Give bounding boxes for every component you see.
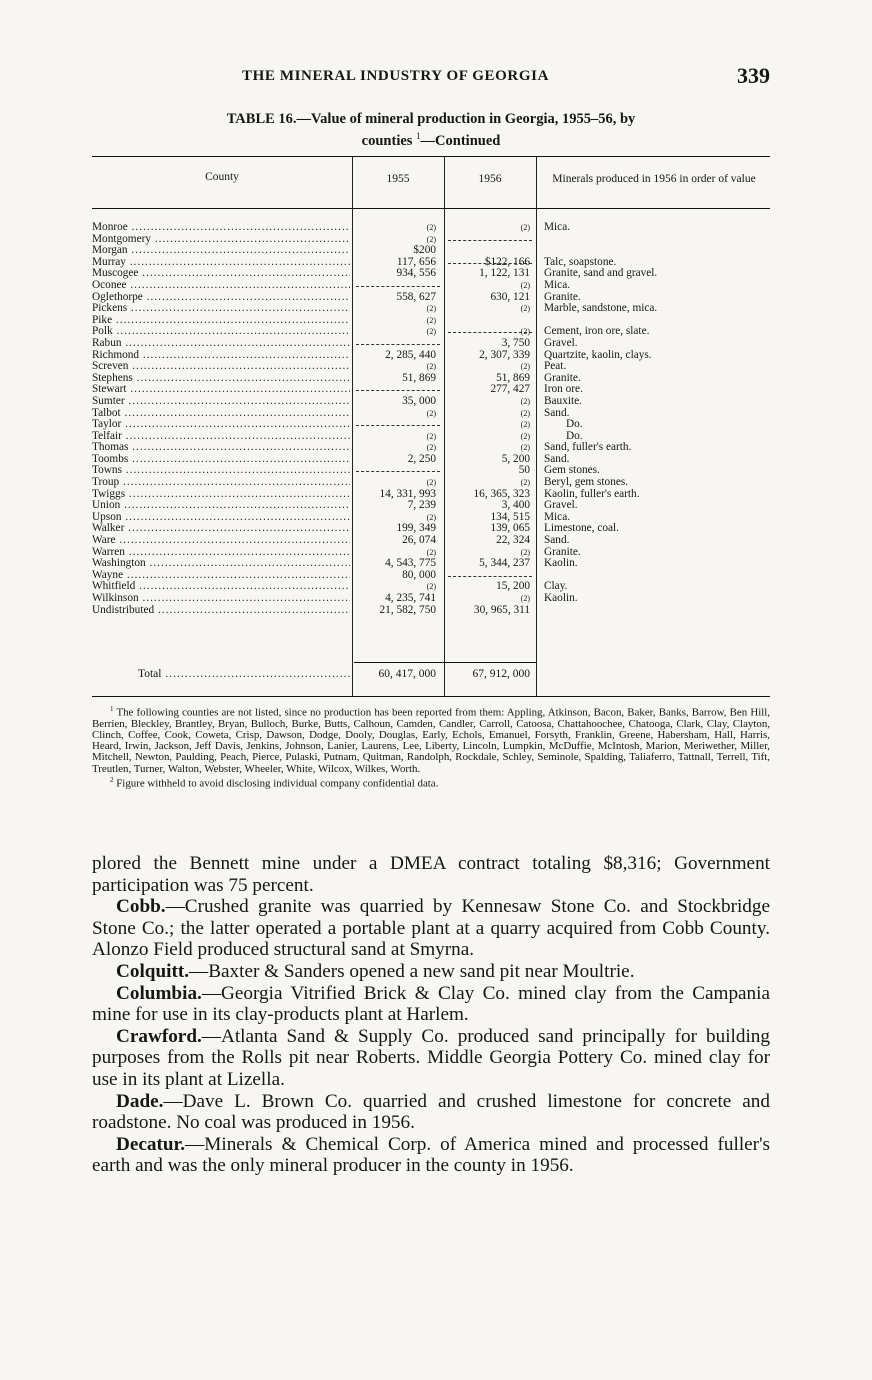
county-cell: Screven ..... <box>92 361 350 373</box>
footnote-ref: (2) <box>520 327 530 337</box>
no-production-dash <box>356 286 440 287</box>
footnote-2: $^2$ Figure withheld to avoid disclosing individual company confidential data. <box>110 775 439 790</box>
production-table <box>92 156 770 698</box>
value-1956-cell: 15, 200 <box>496 580 530 593</box>
footnote-ref: (2) <box>520 431 530 441</box>
county-heading: Crawford. <box>116 1025 202 1047</box>
no-production-dash <box>356 471 440 472</box>
minerals-cell: Granite, sand and gravel. <box>544 267 658 280</box>
county-cell: Taylor ..... <box>92 419 350 431</box>
table-row <box>92 605 770 617</box>
footnote-ref: (2) <box>520 362 530 372</box>
footnote-ref: (2) <box>426 408 436 418</box>
county-cell: Telfair ..... <box>92 431 350 443</box>
footnote-ref: (2) <box>520 280 530 290</box>
table-row <box>92 361 770 373</box>
value-1956-cell: 2, 307, 339 <box>479 348 530 361</box>
value-1955-cell: $200 <box>413 244 436 257</box>
minerals-cell: Granite. <box>544 371 581 384</box>
minerals-cell: Kaolin, fuller's earth. <box>544 487 640 500</box>
table-row <box>92 350 770 362</box>
total-label: Total ..... <box>138 668 350 680</box>
minerals-cell: Granite. <box>544 290 581 303</box>
county-cell: Upson ..... <box>92 512 350 524</box>
table-row <box>92 280 770 292</box>
table-row <box>92 535 770 547</box>
county-cell: Morgan ..... <box>92 245 350 257</box>
minerals-cell: Mica. <box>544 510 571 523</box>
footnote-ref: (2) <box>426 327 436 337</box>
table-row <box>92 222 770 234</box>
value-1956-cell: 1, 122, 131 <box>479 267 530 280</box>
footnotes <box>92 704 770 790</box>
table-row <box>92 431 770 443</box>
col-header-county: County <box>205 171 239 183</box>
table-row <box>92 303 770 315</box>
minerals-cell: Cement, iron ore, slate. <box>544 325 650 338</box>
no-production-dash <box>448 263 532 264</box>
col-header-1955: 1955 <box>386 173 410 185</box>
paragraph-colquitt: Colquitt.—Baxter & Sanders opened a new sand pit near Moultrie. <box>116 960 635 982</box>
total-row <box>92 668 770 682</box>
minerals-cell: Beryl, gem stones. <box>544 476 629 489</box>
value-1956-cell <box>446 303 530 315</box>
minerals-cell: Do. <box>566 418 583 431</box>
county-cell: Warren ..... <box>92 547 350 559</box>
county-cell: Oglethorpe ..... <box>92 292 350 304</box>
county-heading: Colquitt. <box>116 960 190 982</box>
table-body <box>92 222 770 616</box>
footnote-mark: 2 <box>110 775 114 784</box>
table-row <box>92 326 770 338</box>
footnote-ref: (2) <box>520 594 530 603</box>
value-1956-cell: 50 <box>518 464 530 477</box>
value-1955-cell <box>354 361 436 373</box>
county-cell: Montgomery ..... <box>92 234 350 246</box>
county-cell: Stephens ..... <box>92 373 350 385</box>
value-1956-cell: $122, 166 <box>484 255 530 268</box>
county-heading: Dade. <box>116 1090 164 1112</box>
minerals-cell: Gem stones. <box>544 464 600 477</box>
value-1955-cell: 14, 331, 993 <box>379 487 436 500</box>
county-cell: Monroe ..... <box>92 222 350 234</box>
minerals-cell: Mica. <box>544 278 571 291</box>
county-cell: Walker ..... <box>92 523 350 535</box>
county-heading: Decatur. <box>116 1133 186 1155</box>
value-1955-cell <box>354 303 436 315</box>
minerals-cell: Kaolin. <box>544 557 578 570</box>
page-number: 339 <box>737 63 770 88</box>
minerals-cell: Quartzite, kaolin, clays. <box>544 348 652 361</box>
caption-line-1: TABLE 16.—Value of mineral production in Georgia, 1955–56, by <box>226 111 636 127</box>
body-text <box>92 853 770 1177</box>
value-1955-cell <box>354 431 436 443</box>
county-heading: Columbia. <box>116 982 202 1004</box>
minerals-cell: Mica. <box>544 221 571 233</box>
value-1956-cell <box>446 431 530 443</box>
county-cell: Oconee ..... <box>92 280 350 292</box>
table-row <box>92 477 770 489</box>
page-header <box>92 63 770 90</box>
minerals-cell: Gravel. <box>544 499 578 512</box>
value-1956-cell: 51, 869 <box>496 371 530 384</box>
value-1955-cell: 558, 627 <box>396 290 436 303</box>
county-cell: Talbot ..... <box>92 408 350 420</box>
county-cell: Troup ..... <box>92 477 350 489</box>
no-production-dash <box>448 576 532 577</box>
minerals-cell: Talc, soapstone. <box>544 255 617 268</box>
footnote-ref: (2) <box>426 547 436 557</box>
county-cell: Pickens ..... <box>92 303 350 315</box>
minerals-cell: Sand. <box>544 406 570 419</box>
value-1955-cell: 2, 250 <box>407 452 436 465</box>
value-1956-cell <box>446 280 530 292</box>
table-bottom-rule <box>92 696 770 697</box>
table-row <box>92 396 770 408</box>
county-cell: Undistributed ..... <box>92 605 350 617</box>
total-1956: 67, 912, 000 <box>472 668 530 680</box>
county-cell: Muscogee ..... <box>92 268 350 280</box>
table-row <box>92 593 770 605</box>
value-1955-cell: 117, 656 <box>396 255 436 268</box>
footnote-ref: (2) <box>520 223 530 232</box>
minerals-cell: Peat. <box>544 360 567 373</box>
footnote-ref: (2) <box>426 234 436 244</box>
paragraph-columbia: Columbia.—Georgia Vitrified Brick & Clay Co. mined clay from the Campania mine for use in its clay-products plant at Harlem. <box>92 982 770 1026</box>
county-heading: Cobb. <box>116 896 166 918</box>
minerals-cell: Iron ore. <box>544 383 583 396</box>
minerals-cell: Sand, fuller's earth. <box>544 441 632 454</box>
value-1956-cell <box>446 408 530 420</box>
table-header-rule <box>92 208 770 209</box>
table-row <box>92 292 770 304</box>
value-1955-cell <box>354 477 436 489</box>
county-cell: Murray ..... <box>92 257 350 269</box>
value-1956-cell: 5, 344, 237 <box>479 557 530 570</box>
value-1956-cell: 134, 515 <box>490 510 530 523</box>
county-cell: Toombs ..... <box>92 454 350 466</box>
table-row <box>92 338 770 350</box>
table-row <box>92 419 770 431</box>
paragraph-continued: plored the Bennett mine under a DMEA contract totaling $8,316; Government participation was 75 percent. <box>92 853 770 896</box>
total-1955: 60, 417, 000 <box>378 668 436 680</box>
value-1956-cell <box>446 396 530 408</box>
minerals-cell: Do. <box>566 429 583 442</box>
footnote-ref: (2) <box>520 396 530 406</box>
table-row <box>92 570 770 582</box>
county-cell: Rabun ..... <box>92 338 350 350</box>
county-cell: Union ..... <box>92 500 350 512</box>
footnote-ref: (2) <box>426 223 436 232</box>
footnote-mark: 1 <box>110 705 114 713</box>
paragraph-cobb: Cobb.—Crushed granite was quarried by Kennesaw Stone Co. and Stockbridge Stone Co.; the latter operated a portable plant at a quarry acquired from Cobb County. Alonzo Field produced structural sand at Smyrna. <box>92 896 770 961</box>
county-cell: Twiggs ..... <box>92 489 350 501</box>
county-cell: Polk ..... <box>92 326 350 338</box>
county-cell: Pike ..... <box>92 315 350 327</box>
value-1956-cell: 30, 965, 311 <box>473 603 530 616</box>
minerals-cell: Granite. <box>544 545 581 558</box>
value-1955-cell: 80, 000 <box>402 568 436 581</box>
footnote-ref: (2) <box>520 547 530 557</box>
footnote-ref: (2) <box>426 304 436 314</box>
value-1956-cell: 139, 065 <box>490 522 530 535</box>
value-1955-cell <box>354 315 436 327</box>
footnote-ref: (2) <box>520 304 530 314</box>
footnote-ref: (2) <box>426 431 436 441</box>
table-row <box>92 315 770 327</box>
value-1956-cell: 5, 200 <box>501 452 530 465</box>
county-cell: Sumter ..... <box>92 396 350 408</box>
value-1956-cell: 3, 400 <box>501 499 530 512</box>
table-caption <box>92 111 770 150</box>
value-1956-cell: 277, 427 <box>490 383 530 396</box>
value-1955-cell: 934, 556 <box>396 267 436 280</box>
col-header-1956: 1956 <box>478 173 502 185</box>
value-1956-cell: 3, 750 <box>501 336 530 349</box>
minerals-cell: Clay. <box>544 580 568 593</box>
county-cell: Washington ..... <box>92 558 350 570</box>
minerals-cell: Kaolin. <box>544 592 578 604</box>
footnote-1: $^1$ The following counties are not listed, since no production has been reported from them: Appling, Atkinson, Bacon, Baker, Banks, Barrow, Ben Hill, Berrien, Bleckley, Brantley, Bryan, Bulloch, Burke, Butts, Calhoun, Camden, Candler, Carroll, Catoosa, Chattahoochee, Chatooga, Clark, Clay, Clayton, Clinch, Coffee, Cook, Coweta, Crisp, Dawson, Dodge, Dooly, Douglas, Early, Echols, Emanuel, Forsyth, Franklin, Greene, Habersham, Hall, Harris, Heard, Irwin, Jackson, Jeff Davis, Jenkins, Johnson, Lanier, Laurens, Lee, Liberty, Lincoln, Lumpkin, McDuffie, McIntosh, Marion, Meriwether, Miller, Mitchell, Newton, Paulding, Peach, Pierce, Pulaski, Putnam, Quitman, Randolph, Rockdale, Schley, Seminole, Spalding, Taliaferro, Tattnall, Terrell, Tift, Treutlen, Turner, Walton, Webster, Wheeler, White, Wilcox, Wilkes, Worth. <box>92 705 770 775</box>
value-1955-cell: 2, 285, 440 <box>385 348 436 361</box>
value-1956-cell <box>446 477 530 489</box>
value-1955-cell: 35, 000 <box>402 394 436 407</box>
total-rule <box>354 662 536 663</box>
col-header-minerals: Minerals produced in 1956 in order of value <box>552 173 756 185</box>
value-1955-cell <box>354 408 436 420</box>
footnote-ref: (2) <box>426 478 436 488</box>
table-row <box>92 465 770 477</box>
value-1955-cell: 51, 869 <box>402 371 436 384</box>
county-cell: Whitfield ..... <box>92 581 350 593</box>
value-1955-cell <box>354 326 436 338</box>
footnote-ref: (2) <box>426 315 436 325</box>
footnote-ref: (2) <box>520 478 530 488</box>
caption-line-2: counties $^1$—Continued <box>361 131 501 149</box>
minerals-cell: Sand. <box>544 534 570 547</box>
footnote-ref: (2) <box>426 512 436 522</box>
table-row <box>92 373 770 385</box>
no-production-dash <box>356 425 440 426</box>
county-cell: Ware ..... <box>92 535 350 547</box>
no-production-dash <box>356 344 440 345</box>
table-row <box>92 500 770 512</box>
value-1956-cell: 22, 324 <box>496 534 530 547</box>
value-1956-cell <box>446 593 530 605</box>
value-1955-cell: 21, 582, 750 <box>379 603 436 616</box>
running-title: THE MINERAL INDUSTRY OF GEORGIA <box>242 68 549 84</box>
value-1956-cell <box>446 361 530 373</box>
value-1956-cell: 630, 121 <box>490 290 530 303</box>
footnote-ref: (2) <box>426 443 436 453</box>
county-cell: Thomas ..... <box>92 442 350 454</box>
county-cell: Wilkinson ..... <box>92 593 350 605</box>
table-top-rule <box>92 156 770 157</box>
footnote-ref: (2) <box>426 582 436 592</box>
footnote-ref: 1 <box>416 131 421 141</box>
minerals-cell: Bauxite. <box>544 394 582 407</box>
value-1956-cell <box>446 222 530 234</box>
value-1956-cell <box>446 419 530 431</box>
value-1955-cell: 199, 349 <box>396 522 436 535</box>
minerals-cell: Limestone, coal. <box>544 522 619 535</box>
county-cell: Stewart ..... <box>92 384 350 396</box>
table-row <box>92 408 770 420</box>
value-1956-cell: 16, 365, 323 <box>473 487 530 500</box>
no-production-dash <box>448 240 532 241</box>
county-cell: Towns ..... <box>92 465 350 477</box>
minerals-cell: Gravel. <box>544 336 578 349</box>
footnote-ref: (2) <box>520 443 530 453</box>
value-1955-cell: 7, 239 <box>407 499 436 512</box>
value-1955-cell: 4, 235, 741 <box>385 592 436 604</box>
minerals-cell: Marble, sandstone, mica. <box>544 302 658 315</box>
value-1955-cell <box>354 222 436 234</box>
footnote-ref: (2) <box>426 362 436 372</box>
no-production-dash <box>448 332 532 333</box>
paragraph-dade: Dade.—Dave L. Brown Co. quarried and crushed limestone for concrete and roadstone. No coal was produced in 1956. <box>92 1090 770 1134</box>
paragraph-crawford: Crawford.—Atlanta Sand & Supply Co. produced sand principally for building purposes from the Rolls pit near Roberts. Middle Georgia Pottery Co. mined clay for use in its plant at Lizella. <box>92 1025 770 1090</box>
county-cell: Wayne ..... <box>92 570 350 582</box>
footnote-ref: (2) <box>520 408 530 418</box>
minerals-cell: Sand. <box>544 452 570 465</box>
table-row <box>92 268 770 280</box>
value-1955-cell: 4, 543, 775 <box>385 557 436 570</box>
no-production-dash <box>356 390 440 391</box>
table-row <box>92 454 770 466</box>
value-1955-cell: 26, 074 <box>402 534 436 547</box>
footnote-ref: (2) <box>520 420 530 430</box>
county-cell: Richmond ..... <box>92 350 350 362</box>
paragraph-decatur: Decatur.—Minerals & Chemical Corp. of America mined and processed fuller's earth and was the only mineral producer in the county in 1956. <box>92 1133 770 1177</box>
